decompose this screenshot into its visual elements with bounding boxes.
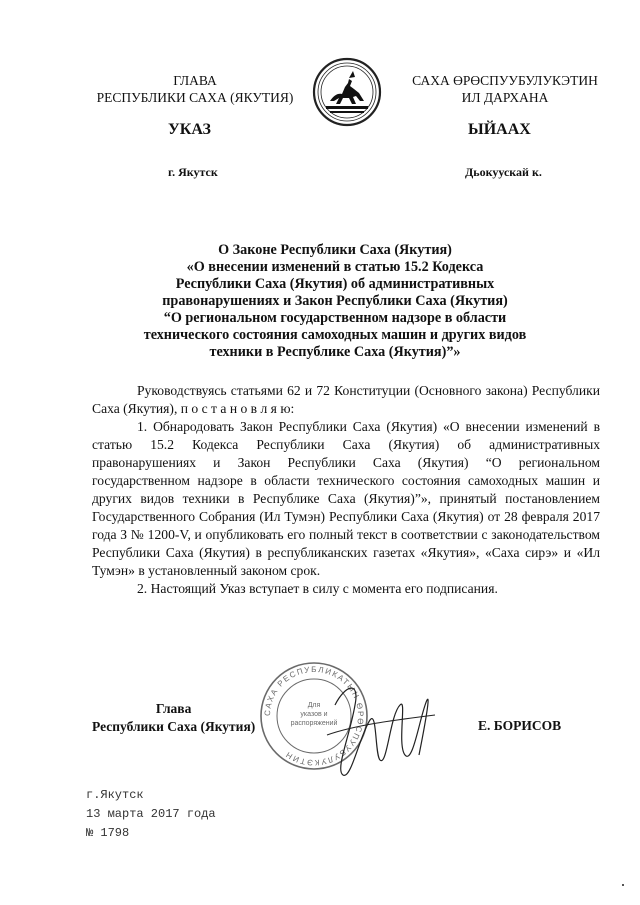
item-1-paragraph: 1. Обнародовать Закон Республики Саха (Якутия) «О внесении изменений в статью 15.2 Кодекса Республики Саха (Якутия) об административных правонарушениях и Закон Республики Саха (Якутия) “О региональном государственном надзоре в области технического состояния самоходных машин и других видов техники в Республике Саха (Якутия)”», принятый постановлением Государственного Собрания (Ил Тумэн) Республики Саха (Якутия) от 28 февраля 2017 года З № 1200-V, и опубликовать его полный текст в соответствии с законодательством Республики Саха (Якутия) в республиканских газетах «Якутия», «Саха сирэ» и «Ил Тумэн» в установленный законом срок. <box>92 419 600 578</box>
header-right-line-1: САХА ӨРӨСПУУБУЛУКЭТИН <box>412 73 598 88</box>
signatory-position-line-2: Республики Саха (Якутия) <box>92 719 256 734</box>
header-left-line-2: РЕСПУБЛИКИ САХА (ЯКУТИЯ) <box>96 90 294 105</box>
header-left-line-1: ГЛАВА <box>173 73 217 88</box>
footer-number: № 1798 <box>86 826 130 840</box>
header-right <box>390 72 620 106</box>
title-line-5: “О региональном государственном надзоре в области <box>163 310 507 326</box>
title-line-2: «О внесении изменений в статью 15.2 Кодекса <box>186 259 484 275</box>
signatory-position <box>92 700 255 736</box>
header-left <box>70 72 320 106</box>
seal-ring-text: САХА РЕСПУБЛИКАТЫН ӨРӨСПУУБУЛУКЭТИН <box>262 664 366 768</box>
coat-of-arms-icon <box>312 57 382 127</box>
scan-speck <box>622 884 624 886</box>
seal-center-line-2: указов и <box>300 711 328 718</box>
preamble-paragraph: Руководствуясь статьями 62 и 72 Конституции (Основного закона) Республики Саха (Якутия), п о с т а н о в л я ю: <box>92 383 600 416</box>
title-line-4: правонарушениях и Закон Республики Саха (Якутия) <box>162 293 508 309</box>
header-right-line-2: ИЛ ДАРХАНА <box>461 90 549 105</box>
footer-city: г.Якутск <box>86 788 144 802</box>
city-ru: г. Якутск <box>168 165 218 179</box>
doc-type-sakha: ЫЙААХ <box>468 121 531 138</box>
handwritten-signature-icon <box>315 675 445 790</box>
title-line-1: О Законе Республики Саха (Якутия) <box>218 242 452 258</box>
registration-footer <box>86 786 216 843</box>
footer-date: 13 марта 2017 года <box>86 807 216 821</box>
city-sakha: Дьокуускай к. <box>465 165 542 179</box>
title-line-3: Республики Саха (Якутия) об административных <box>175 276 495 292</box>
signatory-position-line-1: Глава <box>155 701 192 716</box>
seal-center-line-1: Для <box>307 702 321 709</box>
item-2-paragraph: 2. Настоящий Указ вступает в силу с момента его подписания. <box>137 581 498 596</box>
decree-title <box>120 242 550 361</box>
title-line-6: технического состояния самоходных машин и других видов <box>143 327 527 343</box>
doc-type-ru: УКАЗ <box>168 121 211 138</box>
decree-body <box>92 382 600 598</box>
title-line-7: техники в Республике Саха (Якутия)”» <box>209 344 461 360</box>
seal-center-line-3: распоряжений <box>290 720 338 727</box>
signatory-name: Е. БОРИСОВ <box>478 718 562 733</box>
